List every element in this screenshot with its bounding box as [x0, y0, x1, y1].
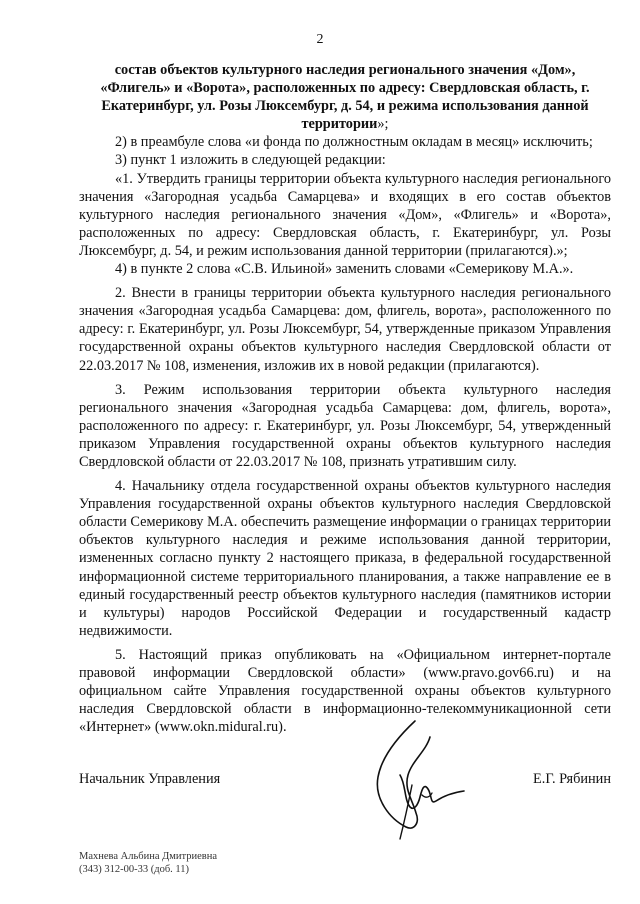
page-number: 2 — [316, 32, 324, 47]
executor-info — [79, 850, 217, 876]
paragraph-new-item-1: «1. Утвердить границы территории объекта культурного наследия регионального значения «Загородная усадьба Самарцева» и входящих в его состав объектов культурного наследия регионального значения «Дом», «Флигель» и «Ворота», расположенных по адресу: Свердловская область, г. Екатеринбург, ул. Розы Люксембург, д. 54, и режим использования данной территории (прилагаются).»; — [79, 170, 611, 259]
document-body — [79, 61, 611, 736]
signatory-name: Е.Г. Рябинин — [533, 771, 611, 787]
paragraph-amendment-2: 2) в преамбуле слова «и фонда по должностным окладам в месяц» исключить; — [115, 134, 593, 151]
heading-bold-text: состав объектов культурного наследия регионального значения «Дом», «Флигель» и «Ворота», расположенных по адресу: Свердловская область, г. Екатеринбург, ул. Розы Люксембург, д. 54, и режима использования данной территории — [100, 62, 590, 133]
paragraph-order-item-2: 2. Внести в границы территории объекта культурного наследия регионального значения «Загородная усадьба Самарцева: дом, флигель, ворота», расположенного по адресу: г. Екатеринбург, ул. Розы Люксембург, 54, утвержденные приказом Управления государственной охраны объектов культурного наследия Свердловской области от 22.03.2017 № 108, изменения, изложив их в новой редакции (прилагаются). — [79, 285, 611, 374]
heading-tail: »; — [377, 116, 389, 133]
paragraph-amendment-3: 3) пункт 1 изложить в следующей редакции: — [115, 152, 386, 169]
executor-phone: (343) 312-00-33 (доб. 11) — [79, 864, 190, 875]
paragraph-order-item-4: 4. Начальнику отдела государственной охраны объектов культурного наследия Управления государственной охраны объектов культурного наследия Свердловской области Семерикову М.А. обеспечить размещение информации о границах территории объектов культурного наследия и режиме использования данной территории, измененных согласно пункту 2 настоящего приказа, в федеральной государственной информационной системе территориального планирования, а также направление ее в единый государственный реестр объектов культурного наследия (памятников истории и культуры) народов Российской Федерации и государственный кадастр недвижимости. — [79, 478, 611, 639]
paragraph-order-item-3: 3. Режим использования территории объекта культурного наследия регионального значения «Загородная усадьба Самарцева: дом, флигель, ворота», расположенного по адресу: г. Екатеринбург, ул. Розы Люксембург, 54, утвержденный приказом Управления государственной охраны объектов культурного наследия Свердловской области от 22.03.2017 № 108, признать утратившим силу. — [79, 381, 611, 470]
heading-continuation — [79, 61, 611, 133]
paragraph-order-item-5: 5. Настоящий приказ опубликовать на «Официальном интернет-портале правовой информации Свердловской области» (www.pravo.gov66.ru) и на официальном сайте Управления государственной охраны объектов культурного наследия Свердловской области в информационно-телекоммуникационной сети «Интернет» (www.okn.midural.ru). — [79, 646, 611, 736]
executor-name: Махнева Альбина Дмитриевна — [79, 851, 218, 862]
signature-block — [79, 770, 611, 790]
signatory-title: Начальник Управления — [79, 771, 221, 787]
paragraph-amendment-4: 4) в пункте 2 слова «С.В. Ильиной» заменить словами «Семерикову М.А.». — [115, 261, 574, 278]
